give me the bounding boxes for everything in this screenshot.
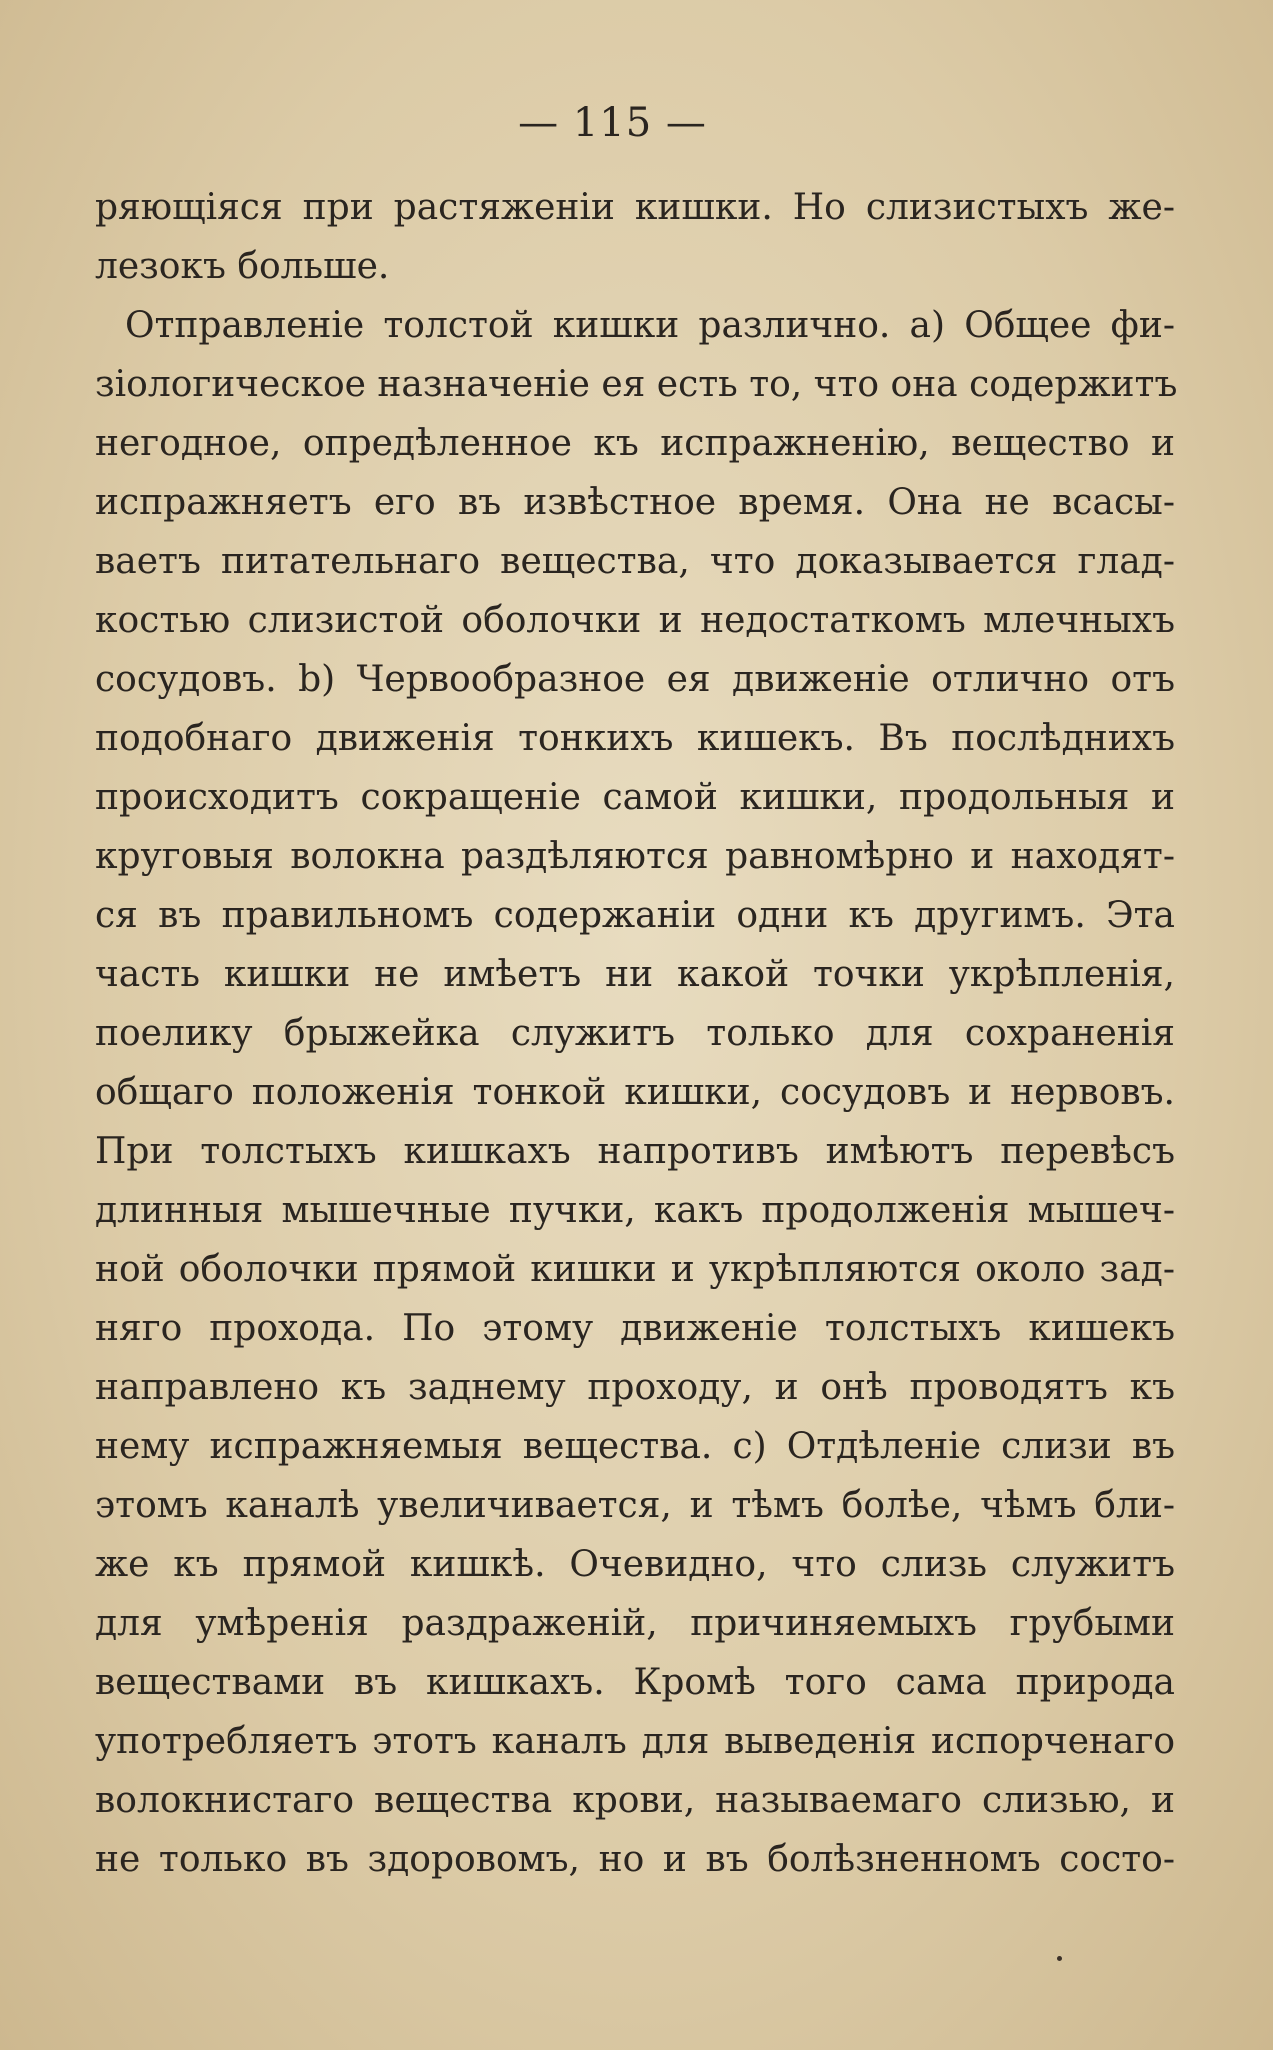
text-line: поелику брыжейка служитъ только для сохраненія <box>95 1013 1175 1054</box>
text-line: подобнаго движенія тонкихъ кишекъ. Въ послѣднихъ <box>95 718 1175 759</box>
text-line: ся въ правильномъ содержаніи одни къ другимъ. Эта <box>95 895 1175 936</box>
text-line: направлено къ заднему проходу, и онѣ проводятъ къ <box>95 1367 1175 1408</box>
body-text <box>95 178 1178 1889</box>
text-line: негодное, опредѣленное къ испражненію, вещество и <box>95 423 1175 464</box>
text-line: нему испражняемыя вещества. c) Отдѣленіе слизи въ <box>95 1426 1175 1467</box>
text-line: же къ прямой кишкѣ. Очевидно, что слизь служитъ <box>95 1544 1175 1585</box>
text-line: ряющіяся при растяженіи кишки. Но слизистыхъ же- <box>95 187 1175 228</box>
text-line: Отправленіе толстой кишки различно. a) Общее фи- <box>125 305 1175 346</box>
text-line: испражняетъ его въ извѣстное время. Она не всасы- <box>95 482 1175 523</box>
text-line: зіологическое назначеніе ея есть то, что она содержитъ <box>95 364 1178 405</box>
text-line: лезокъ больше. <box>95 246 390 287</box>
text-line: волокнистаго вещества крови, называемаго слизью, и <box>95 1780 1175 1821</box>
text-line: не только въ здоровомъ, но и въ болѣзненномъ состо- <box>95 1839 1175 1880</box>
text-line: этомъ каналѣ увеличивается, и тѣмъ болѣе, чѣмъ бли- <box>95 1485 1175 1526</box>
text-line: происходитъ сокращеніе самой кишки, продольныя и <box>95 777 1175 818</box>
text-line: При толстыхъ кишкахъ напротивъ имѣютъ перевѣсъ <box>95 1131 1175 1172</box>
text-line: общаго положенія тонкой кишки, сосудовъ и нервовъ. <box>95 1072 1175 1113</box>
text-line: костью слизистой оболочки и недостаткомъ млечныхъ <box>95 600 1175 641</box>
text-line: длинныя мышечные пучки, какъ продолженія мышеч- <box>95 1190 1175 1231</box>
text-line: ваетъ питательнаго вещества, что доказывается глад- <box>95 541 1175 582</box>
text-line: няго прохода. По этому движеніе толстыхъ кишекъ <box>95 1308 1175 1349</box>
text-line: сосудовъ. b) Червообразное ея движеніе отлично отъ <box>95 659 1175 700</box>
page-number: — 115 — <box>518 100 707 146</box>
text-line: для умѣренія раздраженій, причиняемыхъ грубыми <box>95 1603 1175 1644</box>
text-line: веществами въ кишкахъ. Кромѣ того сама природа <box>95 1662 1175 1703</box>
text-line: круговыя волокна раздѣляются равномѣрно и находят- <box>95 836 1175 877</box>
text-line: ной оболочки прямой кишки и укрѣпляются около зад- <box>95 1249 1175 1290</box>
text-line: употребляетъ этотъ каналъ для выведенія испорченаго <box>95 1721 1175 1762</box>
text-line: часть кишки не имѣетъ ни какой точки укрѣпленія, <box>95 954 1175 995</box>
ink-speck <box>1057 1956 1062 1961</box>
